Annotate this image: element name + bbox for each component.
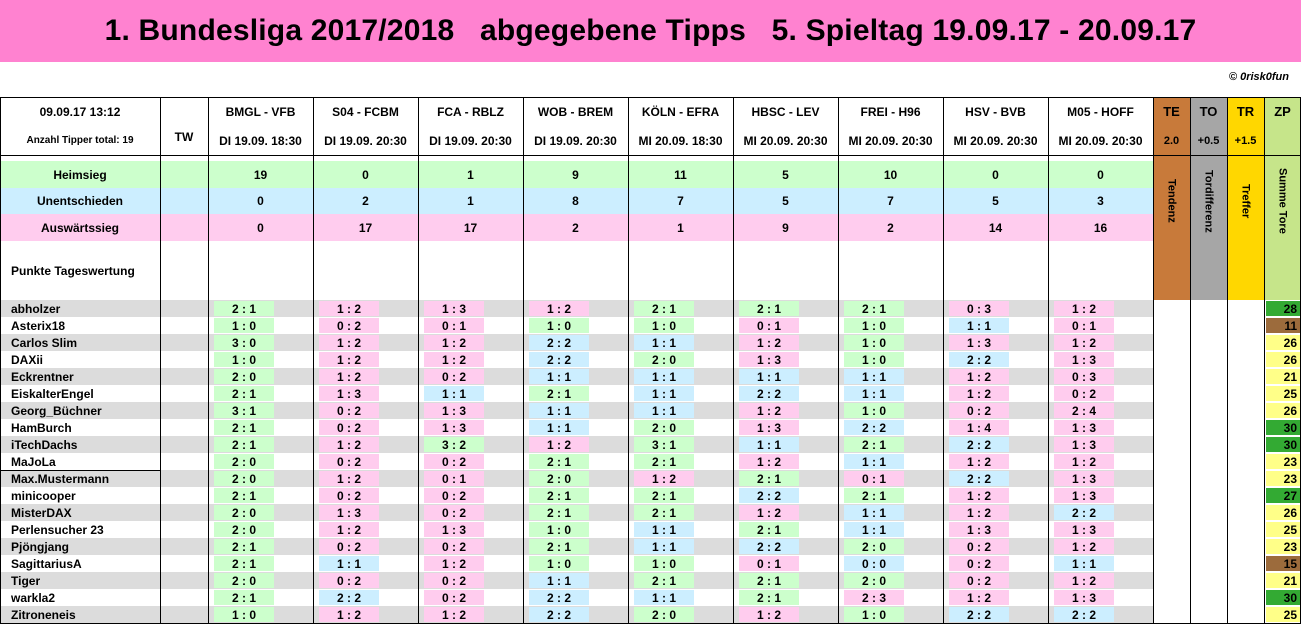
tip-cell: 2 : 0 [214, 522, 274, 537]
tip-cell: 1 : 4 [949, 420, 1009, 435]
tip-cell: 0 : 2 [424, 539, 484, 554]
match-name: FREI - H96 [860, 104, 921, 119]
zp-score: 26 [1266, 335, 1300, 350]
tip-cell: 2 : 2 [949, 437, 1009, 452]
zp-score: 21 [1266, 573, 1300, 588]
tip-cell: 0 : 2 [319, 403, 379, 418]
tip-cell: 1 : 3 [319, 505, 379, 520]
tipper-total: Anzahl Tipper total: 19 [26, 135, 134, 146]
tip-cell: 2 : 1 [529, 386, 589, 401]
tip-cell: 1 : 2 [424, 607, 484, 622]
home-win-count: 0 [1097, 167, 1104, 182]
match-date: DI 19.09. 18:30 [219, 133, 302, 148]
tip-cell: 2 : 1 [214, 301, 274, 316]
tip-cell: 3 : 0 [214, 335, 274, 350]
zp-score: 28 [1266, 301, 1300, 316]
away-win-count: 2 [887, 220, 894, 235]
tip-cell: 1 : 3 [1054, 590, 1114, 605]
tip-cell: 2 : 0 [844, 573, 904, 588]
tip-cell: 0 : 3 [949, 301, 1009, 316]
home-win-count: 9 [572, 167, 579, 182]
away-win-count: 16 [1093, 220, 1108, 235]
grid-line [628, 97, 629, 624]
tip-cell: 1 : 1 [634, 539, 694, 554]
tip-cell: 2 : 1 [529, 454, 589, 469]
tip-cell: 1 : 0 [214, 352, 274, 367]
tip-cell: 0 : 2 [1054, 386, 1114, 401]
tip-cell: 0 : 3 [1054, 369, 1114, 384]
tip-cell: 2 : 0 [844, 539, 904, 554]
draw-count: 8 [572, 194, 579, 208]
copyright: © 0risk0fun [1228, 71, 1289, 83]
tip-cell: 2 : 2 [529, 335, 589, 350]
zp-score: 30 [1266, 437, 1300, 452]
tip-cell: 1 : 2 [739, 454, 799, 469]
home-win-count: 0 [362, 167, 369, 182]
draw-count: 1 [467, 194, 474, 208]
match-name: FCA - RBLZ [437, 104, 504, 119]
player-name: EiskalterEngel [11, 386, 94, 401]
grid-line [1048, 97, 1049, 624]
tip-cell: 1 : 2 [319, 301, 379, 316]
grid-line [1227, 97, 1228, 624]
match-date: DI 19.09. 20:30 [324, 133, 407, 148]
grid-line [1190, 97, 1191, 624]
tip-cell: 1 : 3 [1054, 522, 1114, 537]
tip-cell: 1 : 1 [949, 318, 1009, 333]
tip-cell: 1 : 2 [739, 607, 799, 622]
tip-cell: 2 : 0 [634, 607, 694, 622]
zp-score: 30 [1266, 420, 1300, 435]
tip-cell: 3 : 1 [634, 437, 694, 452]
tip-cell: 2 : 0 [214, 369, 274, 384]
zp-score: 26 [1266, 505, 1300, 520]
tip-cell: 1 : 3 [1054, 488, 1114, 503]
match-name: HSV - BVB [965, 104, 1026, 119]
zp-score: 25 [1266, 522, 1300, 537]
tip-cell: 1 : 1 [634, 590, 694, 605]
tip-cell: 1 : 1 [1054, 556, 1114, 571]
tip-cell: 1 : 1 [739, 369, 799, 384]
grid-line [838, 97, 839, 624]
tip-cell: 2 : 1 [529, 488, 589, 503]
tip-cell: 1 : 1 [844, 369, 904, 384]
tip-cell: 2 : 0 [214, 471, 274, 486]
tip-cell: 1 : 2 [319, 369, 379, 384]
away-win-count: 1 [677, 220, 684, 235]
tip-cell: 2 : 1 [634, 573, 694, 588]
tip-cell: 2 : 1 [844, 437, 904, 452]
scoring-value [1264, 126, 1301, 155]
tip-cell: 1 : 2 [949, 505, 1009, 520]
tip-cell: 0 : 2 [424, 488, 484, 503]
tip-cell: 1 : 3 [949, 522, 1009, 537]
tip-cell: 1 : 2 [424, 352, 484, 367]
tip-cell: 2 : 2 [529, 590, 589, 605]
draw-count: 7 [677, 194, 684, 208]
tip-cell: 1 : 2 [319, 522, 379, 537]
tip-cell: 1 : 1 [634, 386, 694, 401]
player-name: Tiger [11, 573, 41, 588]
tip-cell: 1 : 2 [319, 437, 379, 452]
home-win-count: 10 [883, 167, 898, 182]
tip-cell: 2 : 1 [844, 301, 904, 316]
tip-cell: 1 : 0 [214, 318, 274, 333]
zp-score: 23 [1266, 471, 1300, 486]
tip-cell: 0 : 2 [319, 573, 379, 588]
tip-cell: 1 : 2 [949, 454, 1009, 469]
page-title: 1. Bundesliga 2017/2018 abgegebene Tipps 5. Spieltag 19.09.17 - 20.09.17 [104, 14, 1197, 47]
tip-cell: 1 : 2 [949, 488, 1009, 503]
tip-cell: 1 : 3 [739, 352, 799, 367]
tip-cell: 1 : 2 [949, 386, 1009, 401]
tip-cell: 1 : 1 [634, 522, 694, 537]
tip-cell: 1 : 1 [634, 403, 694, 418]
tip-cell: 1 : 1 [844, 505, 904, 520]
label-punkte-tageswertung: Punkte Tageswertung [11, 263, 135, 278]
tip-cell: 1 : 2 [1054, 539, 1114, 554]
draw-count: 3 [1097, 194, 1104, 208]
tip-cell: 1 : 0 [529, 522, 589, 537]
tip-cell: 2 : 1 [214, 539, 274, 554]
player-name: MaJoLa [11, 454, 56, 469]
tip-cell: 1 : 2 [319, 607, 379, 622]
tip-cell: 0 : 2 [319, 488, 379, 503]
match-date: MI 20.09. 20:30 [1058, 133, 1143, 148]
grid-line [0, 97, 1, 624]
tip-cell: 1 : 2 [739, 335, 799, 350]
tip-cell: 1 : 3 [319, 386, 379, 401]
player-name: MisterDAX [11, 505, 72, 520]
away-win-count: 17 [358, 220, 373, 235]
grid-line [418, 97, 419, 624]
tip-cell: 0 : 2 [319, 454, 379, 469]
match-name: BMGL - VFB [225, 104, 296, 119]
tip-cell: 1 : 2 [424, 556, 484, 571]
tip-cell: 2 : 2 [529, 607, 589, 622]
tip-cell: 2 : 0 [214, 505, 274, 520]
label-unentschieden: Unentschieden [36, 194, 123, 208]
match-date: MI 20.09. 18:30 [638, 133, 723, 148]
grid-line [160, 97, 161, 624]
tip-cell: 1 : 2 [319, 471, 379, 486]
tip-cell: 2 : 1 [214, 488, 274, 503]
tip-cell: 2 : 1 [214, 556, 274, 571]
label-auswaertssieg: Auswärtssieg [40, 220, 120, 235]
tip-cell: 2 : 2 [949, 607, 1009, 622]
group-separator [0, 470, 160, 471]
scoring-label: Tendenz [1165, 179, 1178, 223]
tip-cell: 2 : 1 [739, 301, 799, 316]
tip-cell: 1 : 1 [529, 369, 589, 384]
zp-score: 27 [1266, 488, 1300, 503]
player-name: Asterix18 [11, 318, 66, 333]
tip-cell: 1 : 3 [424, 522, 484, 537]
grid-line [733, 97, 734, 624]
tip-cell: 0 : 1 [739, 556, 799, 571]
scoring-code: TR [1236, 104, 1255, 119]
tip-cell: 2 : 1 [739, 573, 799, 588]
tip-cell: 0 : 2 [949, 403, 1009, 418]
home-win-count: 11 [674, 167, 687, 182]
match-name: HBSC - LEV [751, 104, 820, 119]
away-win-count: 2 [572, 220, 579, 235]
zp-score: 26 [1266, 403, 1300, 418]
tip-cell: 2 : 2 [739, 386, 799, 401]
away-win-count: 0 [257, 220, 264, 235]
home-win-count: 5 [782, 167, 789, 182]
tip-cell: 1 : 1 [424, 386, 484, 401]
match-date: DI 19.09. 20:30 [429, 133, 512, 148]
tip-cell: 1 : 1 [844, 386, 904, 401]
tip-cell: 1 : 3 [424, 420, 484, 435]
tip-cell: 1 : 0 [844, 607, 904, 622]
scoring-value: +1.5 [1234, 134, 1257, 147]
tip-cell: 1 : 2 [739, 403, 799, 418]
scoring-code: ZP [1274, 104, 1291, 119]
tip-cell: 1 : 3 [1054, 352, 1114, 367]
tip-cell: 2 : 2 [739, 488, 799, 503]
tip-cell: 0 : 2 [949, 573, 1009, 588]
scoring-label: Tordifferenz [1202, 169, 1215, 233]
match-name: KÖLN - EFRA [641, 104, 720, 119]
draw-count: 0 [257, 194, 264, 208]
tip-cell: 2 : 1 [529, 505, 589, 520]
tip-cell: 2 : 1 [529, 539, 589, 554]
tip-cell: 2 : 1 [844, 488, 904, 503]
player-name: DAXii [11, 352, 44, 367]
grid-line [1153, 97, 1154, 624]
zp-score: 21 [1266, 369, 1300, 384]
tip-cell: 1 : 1 [529, 573, 589, 588]
tip-cell: 1 : 1 [529, 420, 589, 435]
match-name: S04 - FCBM [332, 104, 399, 119]
tip-cell: 1 : 2 [739, 505, 799, 520]
tip-cell: 2 : 4 [1054, 403, 1114, 418]
draw-count: 7 [887, 194, 894, 208]
report-datetime: 09.09.17 13:12 [39, 104, 121, 119]
away-win-count: 9 [782, 220, 789, 235]
zp-score: 15 [1266, 556, 1300, 571]
tip-cell: 0 : 2 [424, 454, 484, 469]
tip-cell: 0 : 1 [424, 471, 484, 486]
tip-cell: 2 : 2 [739, 539, 799, 554]
tip-cell: 1 : 3 [949, 335, 1009, 350]
draw-count: 5 [782, 194, 789, 208]
tip-cell: 2 : 1 [634, 488, 694, 503]
grid-line [208, 97, 209, 624]
tip-cell: 2 : 0 [214, 454, 274, 469]
tip-cell: 1 : 0 [529, 318, 589, 333]
zp-score: 25 [1266, 386, 1300, 401]
tip-cell: 0 : 2 [949, 539, 1009, 554]
match-date: DI 19.09. 20:30 [534, 133, 617, 148]
tip-cell: 2 : 1 [214, 386, 274, 401]
tip-cell: 0 : 1 [424, 318, 484, 333]
home-win-count: 1 [467, 167, 474, 182]
tip-cell: 1 : 1 [634, 369, 694, 384]
draw-count: 2 [362, 194, 369, 208]
player-name: Eckrentner [11, 369, 74, 384]
player-name: SagittariusA [11, 556, 82, 571]
tip-cell: 1 : 1 [634, 335, 694, 350]
tip-cell: 1 : 0 [844, 403, 904, 418]
tip-cell: 1 : 2 [1054, 335, 1114, 350]
tip-cell: 1 : 0 [634, 318, 694, 333]
tip-cell: 2 : 0 [634, 420, 694, 435]
tip-cell: 2 : 2 [949, 352, 1009, 367]
scoring-value: 2.0 [1163, 134, 1180, 147]
home-win-count: 0 [992, 167, 999, 182]
tip-cell: 1 : 2 [949, 369, 1009, 384]
tip-cell: 1 : 2 [529, 301, 589, 316]
match-name: M05 - HOFF [1067, 104, 1134, 119]
match-date: MI 20.09. 20:30 [848, 133, 933, 148]
tip-cell: 0 : 2 [319, 420, 379, 435]
player-name: Zitroneneis [11, 607, 76, 622]
away-win-count: 17 [463, 220, 478, 235]
tip-cell: 1 : 1 [319, 556, 379, 571]
tip-cell: 2 : 0 [529, 471, 589, 486]
tip-cell: 0 : 0 [844, 556, 904, 571]
match-date: MI 20.09. 20:30 [743, 133, 828, 148]
tip-cell: 2 : 1 [214, 420, 274, 435]
label-heimsieg: Heimsieg [53, 167, 107, 182]
tip-cell: 2 : 2 [529, 352, 589, 367]
zp-score: 26 [1266, 352, 1300, 367]
tip-cell: 0 : 2 [424, 369, 484, 384]
draw-count: 5 [992, 194, 999, 208]
tip-cell: 1 : 0 [844, 318, 904, 333]
tip-cell: 1 : 2 [529, 437, 589, 452]
tip-cell: 1 : 2 [1054, 301, 1114, 316]
scoring-label: Treffer [1239, 183, 1252, 219]
tip-cell: 1 : 2 [1054, 454, 1114, 469]
match-date: MI 20.09. 20:30 [953, 133, 1038, 148]
table-top-line [0, 97, 1301, 98]
tip-cell: 1 : 1 [739, 437, 799, 452]
scoring-code: TE [1163, 104, 1180, 119]
zp-score: 25 [1266, 607, 1300, 622]
tip-cell: 2 : 1 [739, 590, 799, 605]
tip-cell: 1 : 0 [529, 556, 589, 571]
tip-cell: 2 : 3 [844, 590, 904, 605]
zp-score: 23 [1266, 454, 1300, 469]
tip-cell: 1 : 3 [1054, 420, 1114, 435]
tip-cell: 1 : 0 [634, 556, 694, 571]
zp-score: 11 [1266, 318, 1300, 333]
tip-cell: 1 : 2 [634, 471, 694, 486]
tip-cell: 2 : 1 [634, 301, 694, 316]
scoring-value: +0.5 [1197, 134, 1220, 147]
tip-cell: 3 : 1 [214, 403, 274, 418]
home-win-count: 19 [253, 167, 268, 182]
match-name: WOB - BREM [537, 104, 614, 119]
scoring-code: TO [1199, 104, 1218, 119]
away-win-count: 14 [988, 220, 1003, 235]
tip-cell: 1 : 3 [424, 403, 484, 418]
grid-line [1264, 97, 1265, 624]
tip-cell: 1 : 3 [739, 420, 799, 435]
tip-cell: 1 : 0 [844, 352, 904, 367]
tip-cell: 1 : 3 [424, 301, 484, 316]
tip-cell: 2 : 2 [319, 590, 379, 605]
tip-cell: 2 : 1 [214, 437, 274, 452]
tip-cell: 0 : 2 [319, 539, 379, 554]
player-name: warkla2 [11, 590, 56, 605]
player-name: minicooper [11, 488, 76, 503]
player-name: Perlensucher 23 [11, 522, 104, 537]
tip-cell: 1 : 3 [1054, 437, 1114, 452]
header-bottom-line [0, 155, 1301, 156]
tip-cell: 2 : 1 [739, 471, 799, 486]
scoring-label: Summe Tore [1276, 168, 1289, 234]
tip-cell: 1 : 1 [529, 403, 589, 418]
zp-score: 30 [1266, 590, 1300, 605]
tip-cell: 0 : 2 [424, 590, 484, 605]
tip-cell: 2 : 2 [949, 471, 1009, 486]
tip-cell: 3 : 2 [424, 437, 484, 452]
grid-line [523, 97, 524, 624]
grid-line [313, 97, 314, 624]
tip-cell: 1 : 1 [844, 454, 904, 469]
tip-cell: 2 : 0 [214, 573, 274, 588]
player-name: Pjöngjang [11, 539, 69, 554]
tip-cell: 1 : 2 [1054, 573, 1114, 588]
tip-cell: 0 : 1 [739, 318, 799, 333]
tip-cell: 2 : 2 [1054, 607, 1114, 622]
tip-cell: 0 : 1 [1054, 318, 1114, 333]
tip-cell: 1 : 2 [949, 590, 1009, 605]
grid-line [943, 97, 944, 624]
tip-cell: 0 : 2 [949, 556, 1009, 571]
tip-cell: 0 : 2 [319, 318, 379, 333]
player-name: Max.Mustermann [11, 471, 110, 486]
tip-cell: 1 : 2 [319, 352, 379, 367]
tip-cell: 2 : 1 [634, 505, 694, 520]
player-name: HamBurch [11, 420, 72, 435]
tip-cell: 2 : 1 [634, 454, 694, 469]
tip-cell: 1 : 0 [214, 607, 274, 622]
tw-header: TW [174, 130, 194, 144]
player-name: iTechDachs [11, 437, 78, 452]
tip-cell: 1 : 2 [319, 335, 379, 350]
tip-cell: 2 : 0 [634, 352, 694, 367]
tip-cell: 0 : 2 [424, 573, 484, 588]
tip-cell: 2 : 1 [214, 590, 274, 605]
player-name: abholzer [11, 301, 61, 316]
tip-cell: 1 : 0 [844, 335, 904, 350]
tip-cell: 1 : 3 [1054, 471, 1114, 486]
tip-cell: 2 : 2 [1054, 505, 1114, 520]
tip-cell: 2 : 2 [844, 420, 904, 435]
tip-cell: 0 : 2 [424, 505, 484, 520]
tip-cell: 1 : 2 [424, 335, 484, 350]
tip-cell: 2 : 1 [739, 522, 799, 537]
zp-score: 23 [1266, 539, 1300, 554]
player-name: Carlos Slim [11, 335, 78, 350]
tip-cell: 1 : 1 [844, 522, 904, 537]
tip-cell: 0 : 1 [844, 471, 904, 486]
player-name: Georg_Büchner [11, 403, 102, 418]
